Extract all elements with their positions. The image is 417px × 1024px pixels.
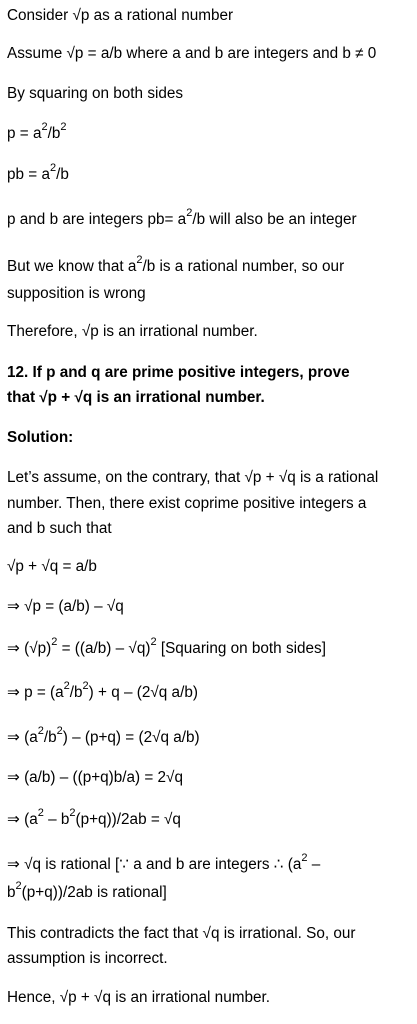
- equation-line: ⇒ √q is rational [∵ a and b are integers ∴ ($a^2$ –: [7, 852, 321, 873]
- equation-line: ⇒ $(a^2 - b^2(p+q))/2ab = √q$: [7, 807, 181, 828]
- equation-line: $b^2(p+q))/2ab$ is rational]: [7, 880, 167, 901]
- text-line: Assume √p = a/b where a and b are integers and b ≠ 0: [7, 45, 377, 62]
- text-line: and b such that: [7, 520, 112, 537]
- solution-heading: Solution:: [7, 429, 74, 446]
- text-line: p and b are integers $pb= a^2/b$ will also be an integer: [7, 207, 357, 228]
- text-line: Therefore, √p is an irrational number.: [7, 323, 258, 340]
- text-line: Hence, √p + √q is an irrational number.: [7, 989, 270, 1006]
- text-line: $p = a^2/b^2$: [7, 121, 67, 142]
- equation-line: √p + √q = a/b: [7, 558, 97, 575]
- text-line: assumption is incorrect.: [7, 950, 168, 967]
- equation-line: ⇒ $(a^2/b^2) - (p+q) = (2√q$ a/b): [7, 725, 200, 746]
- question-heading: that √p + √q is an irrational number.: [7, 389, 265, 406]
- text-line: But we know that $a^2/b$ is a rational number, so our: [7, 254, 345, 275]
- equation-line: ⇒ $p = (a^2/b^2) + q - (2√q$ a/b): [7, 680, 198, 701]
- question-heading: 12. If p and q are prime positive integers, prove: [7, 364, 350, 381]
- equation-line: ⇒ √p = (a/b) – √q: [7, 598, 124, 615]
- text-line: supposition is wrong: [7, 285, 146, 302]
- equation-line: ⇒ $(√p)^2 = ((a/b) - √q)^2$ [Squaring on both sides]: [7, 636, 326, 657]
- text-line: Consider √p as a rational number: [7, 7, 234, 24]
- text-line: pb = $a^2/b$: [7, 162, 69, 183]
- equation-line: ⇒ (a/b) – ((p+q)b/a) = 2√q: [7, 769, 183, 786]
- text-line: By squaring on both sides: [7, 85, 184, 102]
- text-line: This contradicts the fact that √q is irrational. So, our: [7, 925, 356, 942]
- text-line: Let’s assume, on the contrary, that √p + √q is a rational: [7, 469, 379, 486]
- text-line: number. Then, there exist coprime positive integers a: [7, 495, 367, 512]
